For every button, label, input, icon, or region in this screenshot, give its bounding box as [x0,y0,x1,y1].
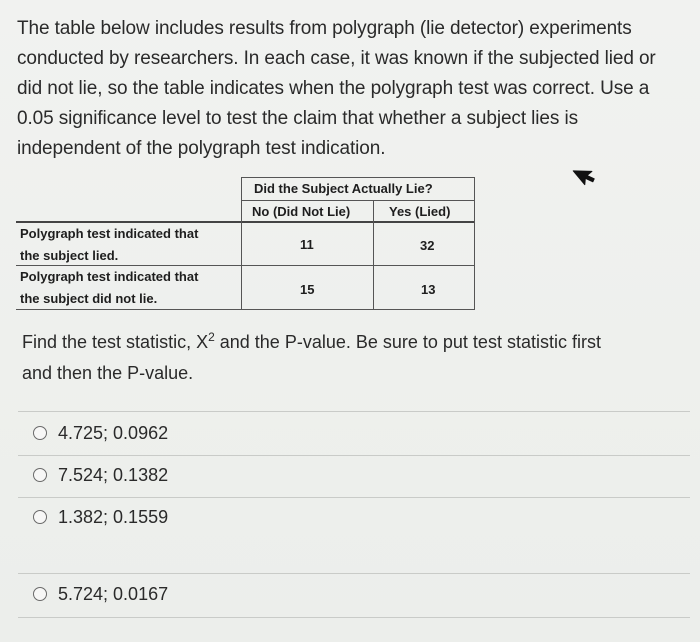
statement-line: independent of the polygraph test indication. [17,138,386,159]
column-header-no: No (Did Not Lie) [252,204,351,219]
option-label: 7.524; 0.1382 [58,464,169,485]
table-border [16,265,475,266]
radio-button[interactable] [33,510,47,524]
answer-option-3[interactable] [33,505,168,529]
radio-button[interactable] [33,468,47,482]
row-label: the subject lied. [20,248,119,263]
answer-option-1[interactable] [33,421,168,445]
table-cell: 13 [421,282,436,297]
table-border [241,177,475,178]
table-cell: 15 [300,282,315,297]
table-border [16,221,475,223]
problem-statement [17,14,687,164]
statement-line: did not lie, so the table indicates when the polygraph test was correct. Use a [17,78,650,99]
option-label: 1.382; 0.1559 [58,506,169,527]
question-prompt [22,327,682,389]
prompt-line [22,327,682,358]
divider [18,411,690,412]
contingency-table [16,172,476,312]
divider [18,617,690,618]
prompt-line: and then the P-value. [22,363,194,383]
prompt-text: and the P-value. Be sure to put test statistic first [214,332,601,352]
statement-line: The table below includes results from polygraph (lie detector) experiments [17,18,632,39]
column-header-yes: Yes (Lied) [389,204,451,219]
row-label: Polygraph test indicated that [20,269,199,284]
table-header-group: Did the Subject Actually Lie? [254,181,433,196]
divider [18,573,690,574]
radio-button[interactable] [33,426,47,440]
answer-option-2[interactable] [33,463,168,487]
prompt-text: Find the test statistic, X [22,332,209,352]
statement-line: conducted by researchers. In each case, it was known if the subjected lied or [17,48,656,69]
table-border [474,177,475,310]
table-border [16,309,475,310]
answer-option-4[interactable] [33,582,168,606]
mouse-cursor-icon [572,160,600,188]
statement-line: 0.05 significance level to test the claim that whether a subject lies is [17,108,578,129]
divider [18,455,690,456]
table-border [241,200,475,201]
radio-button[interactable] [33,587,47,601]
table-border [241,177,242,310]
row-label: Polygraph test indicated that [20,226,199,241]
divider [18,497,690,498]
option-label: 5.724; 0.0167 [58,583,169,604]
option-label: 4.725; 0.0962 [58,422,169,443]
table-cell: 11 [300,237,314,252]
superscript: 2 [208,330,215,344]
row-label: the subject did not lie. [20,291,158,306]
table-cell: 32 [420,238,435,253]
table-border [373,200,374,310]
